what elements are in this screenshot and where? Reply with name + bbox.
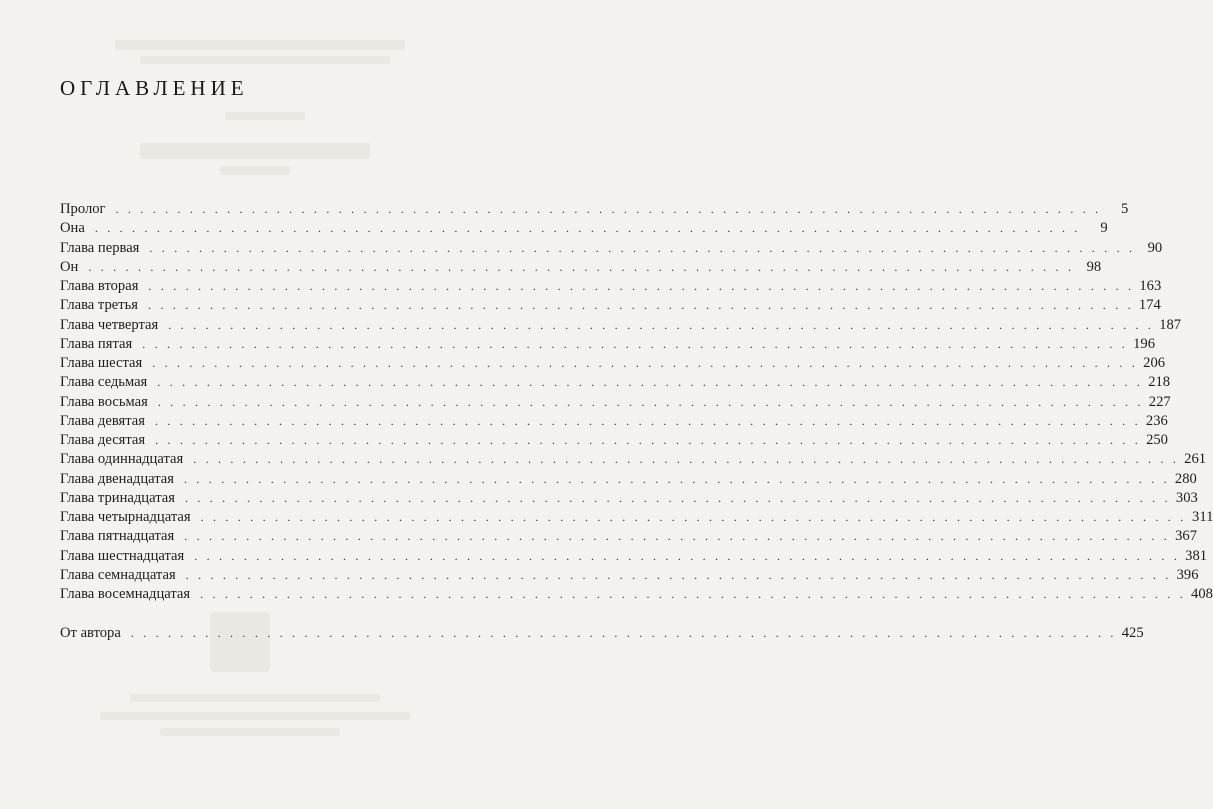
toc-entry-title: Глава семнадцатая — [60, 566, 176, 583]
toc-entry-page: 367 — [1175, 528, 1198, 545]
toc-entry-page: 396 — [1176, 566, 1199, 583]
toc-dot-leader: . . . . . . . . . . . . . . . . . . . . . . . . . . . . . . . . . . . . . . . . . . . . . . . . . . . . . . . . . . . . . . . . . . . . . . . . . . . . . . . . — [155, 433, 1141, 447]
toc-dot-leader: . . . . . . . . . . . . . . . . . . . . . . . . . . . . . . . . . . . . . . . . . . . . . . . . . . . . . . . . . . . . . . . . . . . . . . . . . . . . . . . . — [142, 336, 1129, 351]
bleed-through-title — [140, 143, 370, 159]
toc-entry-title: Глава третья — [60, 297, 138, 314]
toc-entry — [60, 373, 1171, 392]
toc-entry-page: 236 — [1145, 412, 1168, 429]
toc-entry-title: Глава вторая — [60, 278, 139, 294]
toc-entry-title: Глава восьмая — [60, 393, 148, 410]
toc-dot-leader: . . . . . . . . . . . . . . . . . . . . . . . . . . . . . . . . . . . . . . . . . . . . . . . . . . . . . . . . . . . . . . . . . . . . . . . . . . . . . . . . — [157, 375, 1144, 390]
toc-entry-title: Глава шестнадцатая — [60, 547, 185, 564]
toc-dot-leader: . . . . . . . . . . . . . . . . . . . . . . . . . . . . . . . . . . . . . . . . . . . . . . . . . . . . . . . . . . . . . . . . . . . . . . . . . . . . . . . . — [94, 221, 1081, 236]
toc-dot-leader: . . . . . . . . . . . . . . . . . . . . . . . . . . . . . . . . . . . . . . . . . . . . . . . . . . . . . . . . . . . . . . . . . . . . . . . . . . . . . . . . — [130, 626, 1117, 641]
toc-entry-title: Глава шестая — [60, 355, 143, 371]
toc-dot-leader: . . . . . . . . . . . . . . . . . . . . . . . . . . . . . . . . . . . . . . . . . . . . . . . . . . . . . . . . . . . . . . . . . . . . . . . . . . . . . . . . — [148, 298, 1134, 313]
toc-entry-title: Глава пятая — [60, 335, 133, 352]
toc-entry-title: Глава седьмая — [60, 374, 148, 391]
table-of-contents — [60, 200, 1213, 644]
toc-entry-page: 311 — [1192, 509, 1213, 525]
toc-dot-leader: . . . . . . . . . . . . . . . . . . . . . . . . . . . . . . . . . . . . . . . . . . . . . . . . . . . . . . . . . . . . . . . . . . . . . . . . . . . . . . . . — [149, 240, 1136, 255]
toc-entry-page: 187 — [1159, 316, 1182, 333]
bleed-through-author — [225, 112, 305, 120]
toc-dot-leader: . . . . . . . . . . . . . . . . . . . . . . . . . . . . . . . . . . . . . . . . . . . . . . . . . . . . . . . . . . . . . . . . . . . . . . . . . . . . . . . . — [184, 490, 1171, 505]
toc-dot-leader: . . . . . . . . . . . . . . . . . . . . . . . . . . . . . . . . . . . . . . . . . . . . . . . . . . . . . . . . . . . . . . . . . . . . . . . . . . . . . . . . — [154, 413, 1141, 428]
toc-entry — [60, 624, 1144, 643]
toc-entry — [60, 335, 1156, 354]
page-title: ОГЛАВЛЕНИЕ — [60, 76, 249, 100]
toc-entry — [60, 277, 1162, 296]
toc-entry — [60, 489, 1198, 508]
toc-dot-leader: . . . . . . . . . . . . . . . . . . . . . . . . . . . . . . . . . . . . . . . . . . . . . . . . . . . . . . . . . . . . . . . . . . . . . . . . . . . . . . . . — [184, 471, 1170, 486]
toc-entry-title: Глава восемнадцатая — [60, 586, 191, 602]
toc-dot-leader: . . . . . . . . . . . . . . . . . . . . . . . . . . . . . . . . . . . . . . . . . . . . . . . . . . . . . . . . . . . . . . . . . . . . . . . . . . . . . . . . — [157, 394, 1144, 409]
toc-entry — [60, 585, 1213, 604]
toc-dot-leader: . . . . . . . . . . . . . . . . . . . . . . . . . . . . . . . . . . . . . . . . . . . . . . . . . . . . . . . . . . . . . . . . . . . . . . . . . . . . . . . . — [193, 452, 1180, 467]
toc-entry-page: 5 — [1121, 201, 1129, 217]
toc-entry-title: Глава тринадцатая — [60, 489, 175, 506]
toc-entry-title: Он — [60, 258, 79, 275]
toc-dot-leader: . . . . . . . . . . . . . . . . . . . . . . . . . . . . . . . . . . . . . . . . . . . . . . . . . . . . . . . . . . . . . . . . . . . . . . . . . . . . . . . . — [200, 587, 1186, 601]
toc-entry-title: Глава девятая — [60, 412, 145, 429]
toc-entry-title: Глава двенадцатая — [60, 470, 174, 487]
toc-entry-page: 261 — [1184, 451, 1207, 468]
toc-entry-title: Глава четырнадцатая — [60, 509, 191, 525]
toc-dot-leader: . . . . . . . . . . . . . . . . . . . . . . . . . . . . . . . . . . . . . . . . . . . . . . . . . . . . . . . . . . . . . . . . . . . . . . . . . . . . . . . . — [200, 510, 1187, 524]
toc-entry-title: Глава десятая — [60, 432, 146, 448]
toc-entry-title: Она — [60, 220, 85, 237]
bleed-through-top-2 — [140, 56, 390, 64]
toc-dot-leader: . . . . . . . . . . . . . . . . . . . . . . . . . . . . . . . . . . . . . . . . . . . . . . . . . . . . . . . . . . . . . . . . . . . . . . . . . . . . . . . . — [184, 529, 1171, 544]
toc-entry — [60, 316, 1182, 335]
bleed-through-subtitle — [220, 166, 290, 175]
toc-dot-leader: . . . . . . . . . . . . . . . . . . . . . . . . . . . . . . . . . . . . . . . . . . . . . . . . . . . . . . . . . . . . . . . . . . . . . . . . . . . . . . . . — [115, 202, 1102, 216]
toc-entry — [60, 508, 1213, 527]
toc-entry-title: Глава одиннадцатая — [60, 451, 184, 468]
toc-entry — [60, 354, 1166, 373]
toc-entry-page: 98 — [1086, 258, 1102, 275]
toc-entry — [60, 239, 1163, 258]
toc-dot-leader: . . . . . . . . . . . . . . . . . . . . . . . . . . . . . . . . . . . . . . . . . . . . . . . . . . . . . . . . . . . . . . . . . . . . . . . . . . . . . . . . — [88, 259, 1075, 274]
toc-entry-page: 174 — [1138, 297, 1161, 314]
bleed-through-bottom-3 — [160, 728, 340, 736]
toc-entry-title: Глава пятнадцатая — [60, 528, 175, 545]
toc-entry — [60, 412, 1168, 431]
toc-entry-page: 303 — [1175, 489, 1198, 506]
toc-entry-title: Пролог — [60, 201, 106, 217]
toc-entry-page: 218 — [1148, 374, 1171, 391]
toc-entry-title: Глава первая — [60, 239, 140, 256]
toc-entry — [60, 296, 1161, 315]
toc-dot-leader: . . . . . . . . . . . . . . . . . . . . . . . . . . . . . . . . . . . . . . . . . . . . . . . . . . . . . . . . . . . . . . . . . . . . . . . . . . . . . . . . — [168, 317, 1155, 332]
toc-entry — [60, 258, 1102, 277]
toc-entry — [60, 393, 1171, 412]
toc-entry-page: 425 — [1121, 625, 1144, 642]
toc-entry-page: 206 — [1143, 355, 1166, 371]
toc-entry-page: 196 — [1133, 335, 1156, 352]
bleed-through-top — [115, 40, 405, 50]
toc-entry — [60, 219, 1108, 238]
toc-dot-leader: . . . . . . . . . . . . . . . . . . . . . . . . . . . . . . . . . . . . . . . . . . . . . . . . . . . . . . . . . . . . . . . . . . . . . . . . . . . . . . . . — [185, 567, 1172, 582]
toc-entry — [60, 431, 1168, 450]
toc-entry — [60, 200, 1129, 219]
toc-entry-page: 90 — [1147, 239, 1163, 256]
toc-entry-page: 9 — [1100, 220, 1108, 237]
toc-dot-leader: . . . . . . . . . . . . . . . . . . . . . . . . . . . . . . . . . . . . . . . . . . . . . . . . . . . . . . . . . . . . . . . . . . . . . . . . . . . . . . . . — [148, 279, 1135, 293]
toc-entry-title: От автора — [60, 625, 121, 642]
toc-entry-page: 227 — [1148, 393, 1171, 410]
toc-entry-page: 280 — [1174, 470, 1197, 487]
toc-entry — [60, 547, 1208, 566]
toc-entry-page: 163 — [1139, 278, 1162, 294]
toc-entry-page: 408 — [1191, 586, 1213, 602]
bleed-through-bottom-2 — [100, 712, 410, 720]
toc-dot-leader: . . . . . . . . . . . . . . . . . . . . . . . . . . . . . . . . . . . . . . . . . . . . . . . . . . . . . . . . . . . . . . . . . . . . . . . . . . . . . . . . — [152, 356, 1139, 370]
toc-entry-title: Глава четвертая — [60, 316, 159, 333]
toc-entry-page: 250 — [1146, 432, 1168, 448]
toc-entry — [60, 566, 1199, 585]
bleed-through-bottom-1 — [130, 694, 380, 702]
toc-entry — [60, 450, 1207, 469]
toc-entry-page: 381 — [1185, 547, 1208, 564]
toc-entry — [60, 527, 1198, 546]
toc-entry — [60, 470, 1197, 489]
toc-dot-leader: . . . . . . . . . . . . . . . . . . . . . . . . . . . . . . . . . . . . . . . . . . . . . . . . . . . . . . . . . . . . . . . . . . . . . . . . . . . . . . . . — [194, 548, 1181, 563]
